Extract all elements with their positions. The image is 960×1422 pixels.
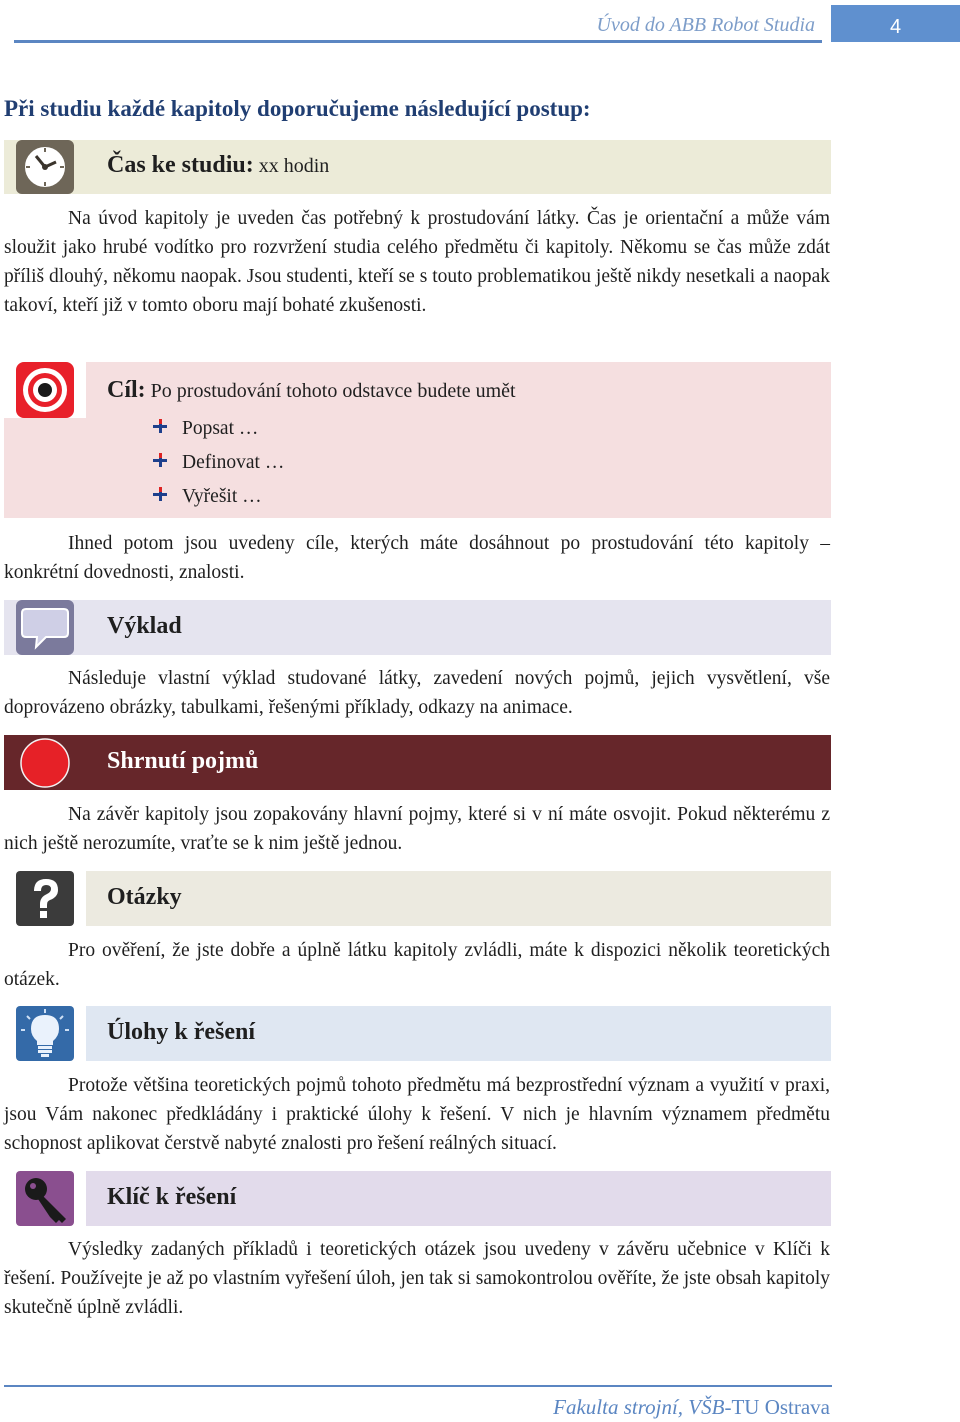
key-icon: [16, 1171, 74, 1226]
footer-text: [553, 1395, 830, 1420]
footer-rule: [4, 1385, 832, 1387]
lecture-paragraph: Následuje vlastní výklad studované látky, zavedení nových pojmů, jejich vysvětlení, vše doprovázeno obrázky, tabulkami, řešenými příklady, odkazy na animace.: [4, 668, 830, 718]
goal-band: [4, 362, 831, 518]
time-icon-cell: [4, 140, 86, 194]
summary-band: [4, 735, 831, 790]
lecture-icon-cell: [4, 600, 86, 655]
page-heading: Při studiu každé kapitoly doporučujeme následující postup:: [4, 96, 591, 121]
time-label: [107, 152, 329, 179]
tasks-icon-cell: [4, 1006, 86, 1061]
footer-faculty: Fakulta strojní, VŠB: [553, 1395, 725, 1419]
tasks-paragraph: Protože většina teoretických pojmů tohoto předmětu má bezprostřední význam a využití v praxi, jsou Vám nakonec předkládány i praktické úlohy k řešení. V nich je hlavním významem předmětu schopnost aplikovat čerstvě nabyté znalosti pro řešení reálných situací.: [4, 1075, 830, 1154]
clock-icon: [16, 140, 74, 194]
key-label: Klíč k řešení: [107, 1184, 237, 1210]
key-paragraph: Výsledky zadaných příkladů i teoretických otázek jsou uvedeny v závěru učebnice v Klíči k řešení. Používejte je až po vlastním vyřešení úloh, jen tak si samokontrolou ověříte, že jste obsah kapitoly skutečně úplně zvládli.: [4, 1239, 830, 1318]
speech-bubble-icon: [16, 600, 74, 655]
lecture-label: Výklad: [107, 613, 182, 639]
time-band: [4, 140, 831, 194]
time-paragraph: Na úvod kapitoly je uveden čas potřebný k prostudování látky. Čas je orientační a může vám sloužit jako hrubé vodítko pro rozvržení studia celého předmětu či kapitoly. Někomu se čas může zdát příliš dlouhý, někomu naopak. Jsou studenti, kteří se s touto problematikou ještě nikdy nesetkali a naopak takoví, kteří již v tomto oboru mají bohaté zkušenosti.: [4, 208, 830, 316]
stop-circle-icon: [16, 737, 74, 789]
questions-paragraph: Pro ověření, že jste dobře a úplně látku kapitoly zvládli, máte k dispozici několik teoretických otázek.: [4, 940, 830, 990]
key-icon-cell: [4, 1171, 86, 1226]
running-header-title: Úvod do ABB Robot Studia: [596, 14, 815, 36]
target-icon: [16, 362, 74, 418]
time-label-key: Čas ke studiu:: [107, 152, 254, 178]
goal-paragraph: Ihned potom jsou uvedeny cíle, kterých máte dosáhnout po prostudování této kapitoly – konkrétní dovednosti, znalosti.: [4, 533, 830, 583]
bullet-cross-icon: [152, 452, 182, 474]
question-mark-icon: [16, 871, 74, 926]
goal-label-key: Cíl:: [107, 377, 146, 403]
header-rule: [14, 40, 822, 43]
bullet-cross-icon: [152, 418, 182, 440]
goal-item: Definovat …: [152, 452, 284, 474]
goal-item: Vyřešit …: [152, 486, 262, 508]
summary-icon-cell: [4, 735, 86, 790]
tasks-band: [4, 1006, 831, 1061]
goal-label: [107, 377, 516, 404]
time-label-value: xx hodin: [253, 155, 330, 177]
goal-label-value: Po prostudování tohoto odstavce budete umět: [145, 380, 516, 402]
lecture-band: [4, 600, 831, 655]
questions-band: [4, 871, 831, 926]
questions-label: Otázky: [107, 884, 182, 910]
summary-label: Shrnutí pojmů: [107, 748, 259, 774]
page-number: 4: [831, 5, 960, 42]
goal-icon-cell: [4, 362, 86, 418]
footer-university: -TU Ostrava: [724, 1395, 830, 1419]
goal-item: Popsat …: [152, 418, 258, 440]
key-band: [4, 1171, 831, 1226]
light-bulb-icon: [16, 1006, 74, 1061]
summary-paragraph: Na závěr kapitoly jsou zopakovány hlavní pojmy, které si v ní máte osvojit. Pokud některému z nich ještě nerozumíte, vraťte se k nim ještě jednou.: [4, 804, 830, 854]
tasks-label: Úlohy k řešení: [107, 1019, 256, 1045]
bullet-cross-icon: [152, 486, 182, 508]
questions-icon-cell: [4, 871, 86, 926]
